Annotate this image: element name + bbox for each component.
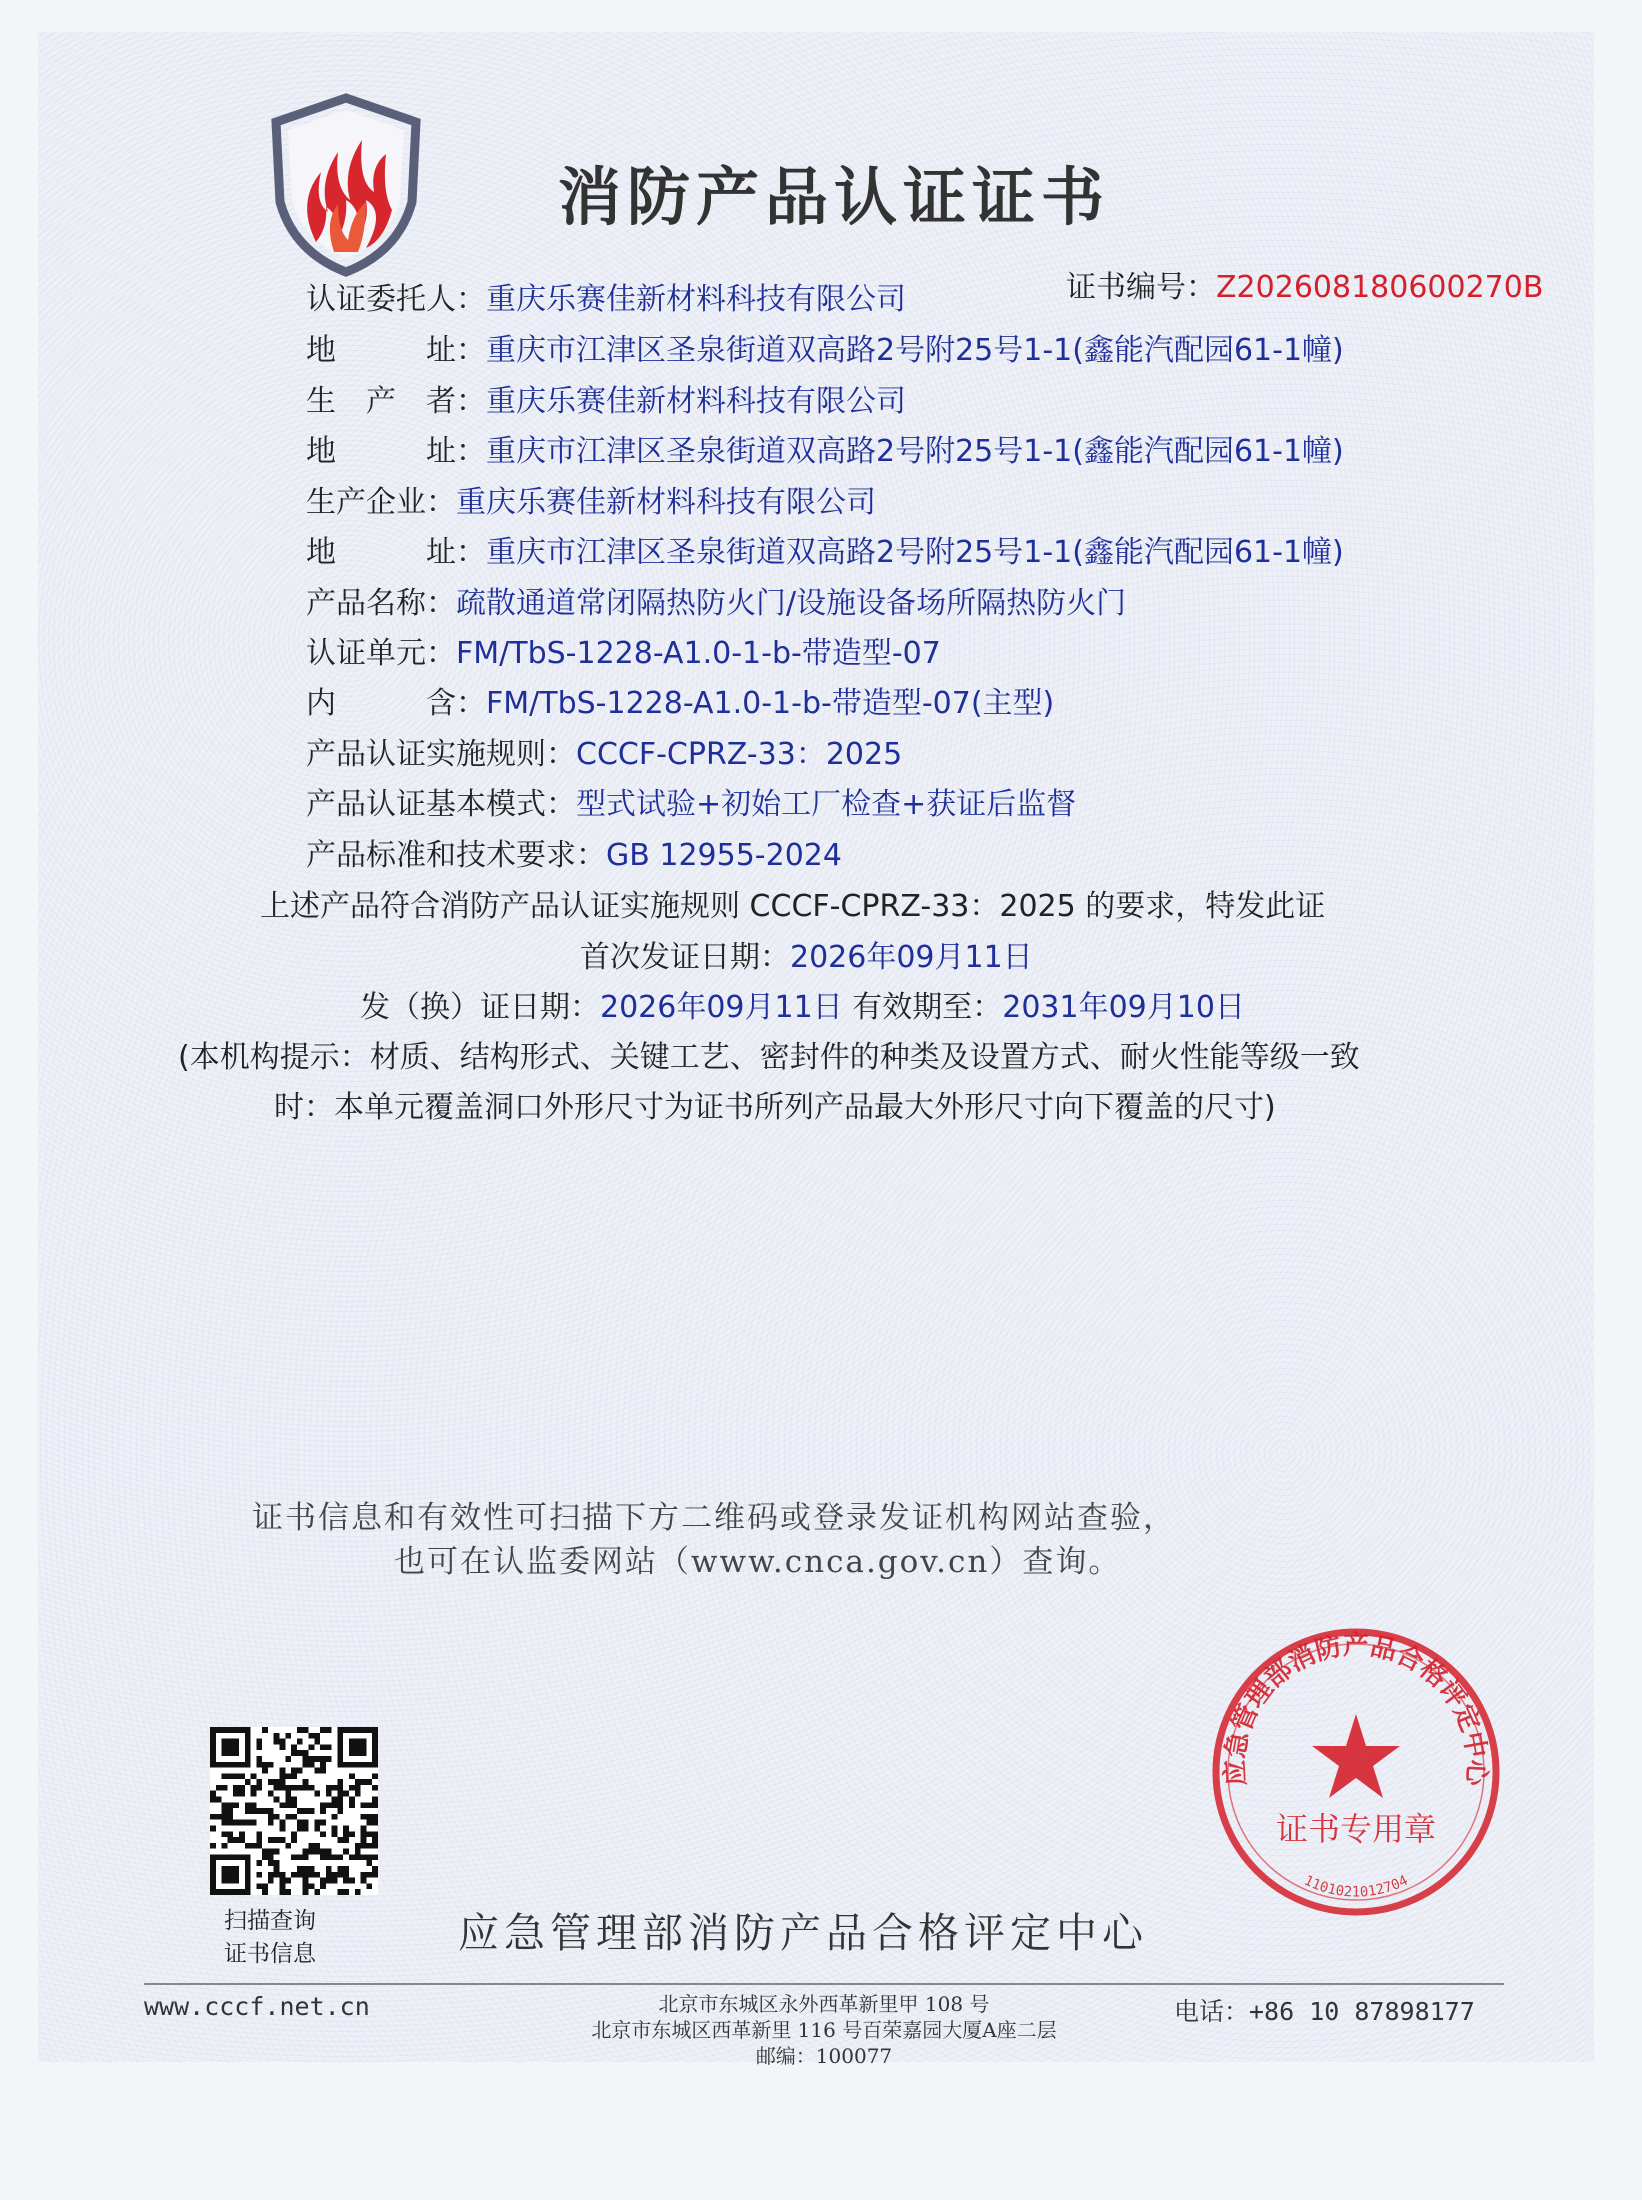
certificate-title: 消防产品认证证书 xyxy=(558,161,1110,234)
field-label: 生 产 者： xyxy=(306,384,486,419)
field-value: 重庆乐赛佳新材料科技有限公司 xyxy=(486,384,906,419)
field-label: 认证单元： xyxy=(306,636,456,671)
field-value: 型式试验+初始工厂检查+获证后监督 xyxy=(576,787,1077,822)
field-row-certification-mode xyxy=(306,785,1076,825)
field-label: 地 址： xyxy=(306,434,486,469)
reissue-label: 发（换）证日期： xyxy=(360,990,600,1025)
field-row-applicant xyxy=(306,280,906,320)
conformity-suffix: 的要求，特发此证 xyxy=(1075,889,1326,924)
field-value: 重庆市江津区圣泉街道双高路2号附25号1-1(鑫能汽配园61-1幢) xyxy=(486,333,1344,368)
issuing-organization: 应急管理部消防产品合格评定中心 xyxy=(458,1909,1148,1957)
field-row-manufacturer xyxy=(306,382,906,422)
field-row-standard xyxy=(306,836,842,876)
verification-note-line-2: 也可在认监委网站（www.cnca.gov.cn）查询。 xyxy=(394,1544,1122,1580)
field-value: 重庆乐赛佳新材料科技有限公司 xyxy=(456,485,876,520)
certificate-number-label: 证书编号： xyxy=(1066,270,1216,305)
field-row-production-enterprise xyxy=(306,483,876,523)
footer-postcode: 邮编：100077 xyxy=(755,2044,893,2068)
seal-number: 1101021012704 xyxy=(1301,1872,1411,1901)
field-label: 内 含： xyxy=(306,686,486,721)
svg-text:1101021012704 xyxy=(1301,1873,1410,1901)
field-label: 产品认证实施规则： xyxy=(306,737,576,772)
certificate-number-value: Z202608180600270B xyxy=(1216,270,1544,305)
certificate-number xyxy=(1066,262,1543,306)
field-value: 重庆乐赛佳新材料科技有限公司 xyxy=(486,282,906,317)
conformity-rule: CCCF-CPRZ-33：2025 xyxy=(749,889,1076,924)
footer-address-line-2: 北京市东城区西革新里 116 号百荣嘉园大厦A座二层 xyxy=(591,2018,1057,2042)
qr-caption-line-2: 证书信息 xyxy=(224,1941,316,1967)
conformity-statement xyxy=(260,887,1325,927)
field-value: CCCF-CPRZ-33：2025 xyxy=(576,737,903,772)
first-issue-label: 首次发证日期： xyxy=(580,940,790,975)
field-row-manufacturer-address xyxy=(306,432,1344,472)
reissue-and-validity xyxy=(360,988,1245,1028)
field-row-product-name xyxy=(306,584,1126,624)
valid-until-label: 有效期至： xyxy=(842,990,1003,1025)
field-row-applicant-address xyxy=(306,331,1344,371)
qr-code-icon[interactable] xyxy=(210,1727,378,1895)
field-label: 生产企业： xyxy=(306,485,456,520)
first-issue-value: 2026年09月11日 xyxy=(790,940,1033,975)
verification-note-line-1: 证书信息和有效性可扫描下方二维码或登录发证机构网站查验， xyxy=(252,1500,1176,1536)
conformity-prefix: 上述产品符合消防产品认证实施规则 xyxy=(260,889,750,924)
institution-note-line-1: (本机构提示：材质、结构形式、关键工艺、密封件的种类及设置方式、耐火性能等级一致 xyxy=(178,1040,1360,1075)
official-seal-stamp-icon xyxy=(1206,1622,1506,1922)
field-value: 重庆市江津区圣泉街道双高路2号附25号1-1(鑫能汽配园61-1幢) xyxy=(486,434,1344,469)
field-label: 地 址： xyxy=(306,333,486,368)
valid-until-value: 2031年09月10日 xyxy=(1002,990,1245,1025)
field-row-implementation-rule xyxy=(306,735,902,775)
footer-divider xyxy=(144,1983,1504,1985)
institution-note-line-2: 时：本单元覆盖洞口外形尺寸为证书所列产品最大外形尺寸向下覆盖的尺寸) xyxy=(274,1090,1276,1125)
field-value: FM/TbS-1228-A1.0-1-b-带造型-07(主型) xyxy=(486,686,1055,721)
field-row-includes xyxy=(306,684,1054,724)
field-row-certification-unit xyxy=(306,634,941,674)
field-value: FM/TbS-1228-A1.0-1-b-带造型-07 xyxy=(456,636,941,671)
field-label: 地 址： xyxy=(306,535,486,570)
reissue-value: 2026年09月11日 xyxy=(600,990,843,1025)
first-issue-date xyxy=(580,938,1033,978)
field-label: 产品名称： xyxy=(306,586,456,621)
field-value: GB 12955-2024 xyxy=(606,838,842,873)
field-label: 产品标准和技术要求： xyxy=(306,838,606,873)
fire-shield-logo-icon xyxy=(266,92,426,277)
field-row-enterprise-address xyxy=(306,533,1344,573)
footer-phone: 电话：+86 10 87898177 xyxy=(1174,1997,1475,2026)
footer-address-line-1: 北京市东城区永外西革新里甲 108 号 xyxy=(658,1992,990,2016)
seal-ring-text: 应急管理部消防产品合格评定中心 xyxy=(1220,1630,1492,1787)
field-label: 认证委托人： xyxy=(306,282,486,317)
field-value: 重庆市江津区圣泉街道双高路2号附25号1-1(鑫能汽配园61-1幢) xyxy=(486,535,1344,570)
qr-caption-line-1: 扫描查询 xyxy=(224,1908,316,1934)
seal-center-text: 证书专用章 xyxy=(1275,1810,1437,1848)
field-label: 产品认证基本模式： xyxy=(306,787,576,822)
footer-website[interactable]: www.cccf.net.cn xyxy=(144,1992,370,2021)
certificate xyxy=(38,32,1594,2068)
field-value: 疏散通道常闭隔热防火门/设施设备场所隔热防火门 xyxy=(456,586,1127,621)
